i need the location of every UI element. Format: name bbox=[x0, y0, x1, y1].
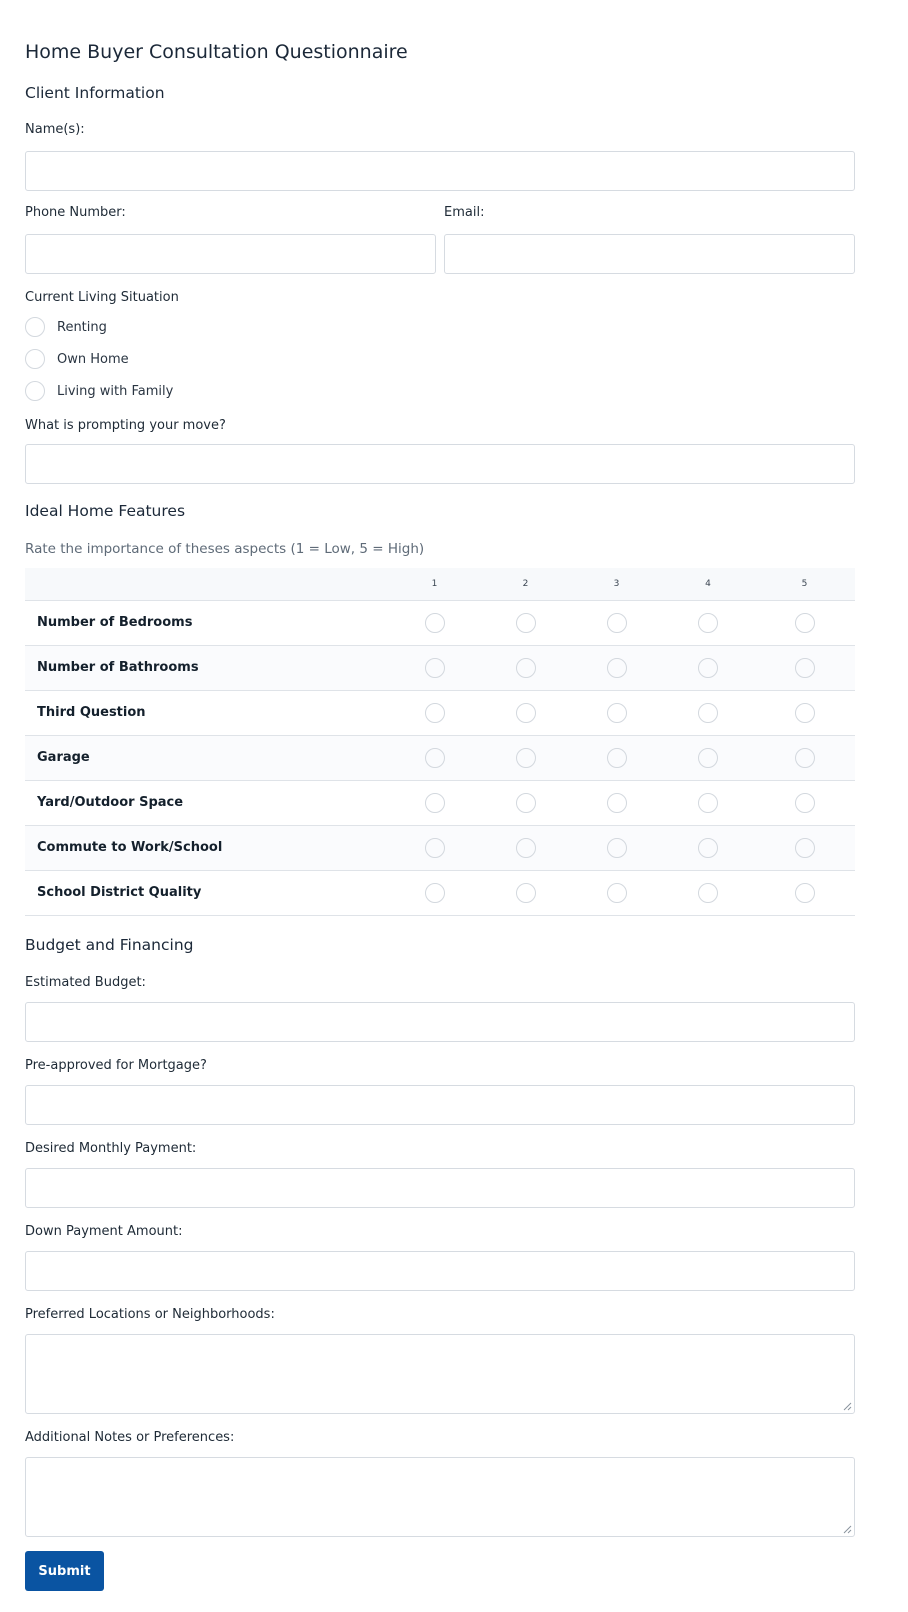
rating-row-label: Third Question bbox=[25, 690, 389, 735]
form-title: Home Buyer Consultation Questionnaire bbox=[25, 41, 408, 63]
rating-matrix bbox=[25, 568, 855, 916]
living-option-family[interactable] bbox=[25, 381, 173, 401]
radio-button[interactable] bbox=[25, 317, 45, 337]
down-payment-label: Down Payment Amount: bbox=[25, 1224, 183, 1239]
radio-button[interactable] bbox=[25, 349, 45, 369]
locations-textarea[interactable] bbox=[25, 1334, 855, 1414]
rating-row-third-question bbox=[25, 690, 855, 735]
email-input[interactable] bbox=[444, 234, 855, 274]
rating-radio-1[interactable] bbox=[425, 613, 445, 633]
rating-row-label: School District Quality bbox=[25, 870, 389, 915]
rating-radio-3[interactable] bbox=[607, 883, 627, 903]
rating-row-label: Garage bbox=[25, 735, 389, 780]
rating-radio-5[interactable] bbox=[795, 658, 815, 678]
rating-row-label: Commute to Work/School bbox=[25, 825, 389, 870]
rating-radio-1[interactable] bbox=[425, 748, 445, 768]
notes-label: Additional Notes or Preferences: bbox=[25, 1430, 235, 1445]
names-label: Name(s): bbox=[25, 122, 85, 137]
rating-radio-5[interactable] bbox=[795, 793, 815, 813]
rating-radio-2[interactable] bbox=[516, 838, 536, 858]
phone-input[interactable] bbox=[25, 234, 436, 274]
rating-radio-3[interactable] bbox=[607, 838, 627, 858]
names-input[interactable] bbox=[25, 151, 855, 191]
rating-header-blank bbox=[25, 568, 389, 600]
estimated-budget-input[interactable] bbox=[25, 1002, 855, 1042]
move-reason-input[interactable] bbox=[25, 444, 855, 484]
rating-header-1: 1 bbox=[389, 568, 480, 600]
monthly-payment-input[interactable] bbox=[25, 1168, 855, 1208]
rating-row-label: Number of Bathrooms bbox=[25, 645, 389, 690]
rating-radio-4[interactable] bbox=[698, 883, 718, 903]
section-title-features: Ideal Home Features bbox=[25, 502, 186, 520]
preapproved-label: Pre-approved for Mortgage? bbox=[25, 1058, 207, 1073]
rating-header-5: 5 bbox=[754, 568, 855, 600]
rating-radio-4[interactable] bbox=[698, 793, 718, 813]
rating-radio-4[interactable] bbox=[698, 838, 718, 858]
rating-radio-1[interactable] bbox=[425, 703, 445, 723]
rating-radio-2[interactable] bbox=[516, 658, 536, 678]
rating-radio-2[interactable] bbox=[516, 748, 536, 768]
estimated-budget-label: Estimated Budget: bbox=[25, 975, 146, 990]
rating-radio-2[interactable] bbox=[516, 793, 536, 813]
rating-radio-1[interactable] bbox=[425, 883, 445, 903]
rating-hint: Rate the importance of theses aspects (1 = Low, 5 = High) bbox=[25, 541, 425, 557]
move-reason-label: What is prompting your move? bbox=[25, 418, 226, 433]
email-label: Email: bbox=[444, 205, 485, 220]
living-situation-label: Current Living Situation bbox=[25, 290, 179, 305]
rating-radio-2[interactable] bbox=[516, 883, 536, 903]
rating-radio-2[interactable] bbox=[516, 613, 536, 633]
section-title-budget: Budget and Financing bbox=[25, 936, 194, 954]
locations-label: Preferred Locations or Neighborhoods: bbox=[25, 1307, 275, 1322]
radio-label: Own Home bbox=[57, 351, 129, 367]
rating-row-bathrooms bbox=[25, 645, 855, 690]
rating-radio-3[interactable] bbox=[607, 793, 627, 813]
rating-header-2: 2 bbox=[480, 568, 571, 600]
rating-radio-5[interactable] bbox=[795, 748, 815, 768]
rating-row-yard bbox=[25, 780, 855, 825]
rating-radio-4[interactable] bbox=[698, 658, 718, 678]
rating-radio-1[interactable] bbox=[425, 658, 445, 678]
radio-label: Renting bbox=[57, 319, 107, 335]
rating-radio-3[interactable] bbox=[607, 703, 627, 723]
rating-radio-4[interactable] bbox=[698, 748, 718, 768]
rating-radio-5[interactable] bbox=[795, 703, 815, 723]
rating-row-label: Yard/Outdoor Space bbox=[25, 780, 389, 825]
rating-radio-5[interactable] bbox=[795, 613, 815, 633]
rating-radio-1[interactable] bbox=[425, 793, 445, 813]
rating-radio-1[interactable] bbox=[425, 838, 445, 858]
rating-radio-5[interactable] bbox=[795, 838, 815, 858]
rating-radio-3[interactable] bbox=[607, 748, 627, 768]
phone-label: Phone Number: bbox=[25, 205, 126, 220]
rating-radio-4[interactable] bbox=[698, 613, 718, 633]
rating-row-commute bbox=[25, 825, 855, 870]
radio-label: Living with Family bbox=[57, 383, 174, 399]
section-title-client: Client Information bbox=[25, 84, 165, 102]
rating-header-3: 3 bbox=[571, 568, 662, 600]
resize-handle-icon[interactable] bbox=[843, 1402, 852, 1411]
preapproved-input[interactable] bbox=[25, 1085, 855, 1125]
radio-button[interactable] bbox=[25, 381, 45, 401]
rating-row-school-district bbox=[25, 870, 855, 915]
rating-radio-4[interactable] bbox=[698, 703, 718, 723]
resize-handle-icon[interactable] bbox=[843, 1525, 852, 1534]
rating-header-4: 4 bbox=[662, 568, 754, 600]
submit-button[interactable]: Submit bbox=[25, 1551, 104, 1591]
rating-row-garage bbox=[25, 735, 855, 780]
down-payment-input[interactable] bbox=[25, 1251, 855, 1291]
monthly-payment-label: Desired Monthly Payment: bbox=[25, 1141, 197, 1156]
rating-radio-5[interactable] bbox=[795, 883, 815, 903]
rating-radio-2[interactable] bbox=[516, 703, 536, 723]
rating-radio-3[interactable] bbox=[607, 658, 627, 678]
living-option-renting[interactable] bbox=[25, 317, 107, 337]
rating-radio-3[interactable] bbox=[607, 613, 627, 633]
notes-textarea[interactable] bbox=[25, 1457, 855, 1537]
rating-row-bedrooms bbox=[25, 600, 855, 645]
living-option-own-home[interactable] bbox=[25, 349, 129, 369]
rating-row-label: Number of Bedrooms bbox=[25, 600, 389, 645]
